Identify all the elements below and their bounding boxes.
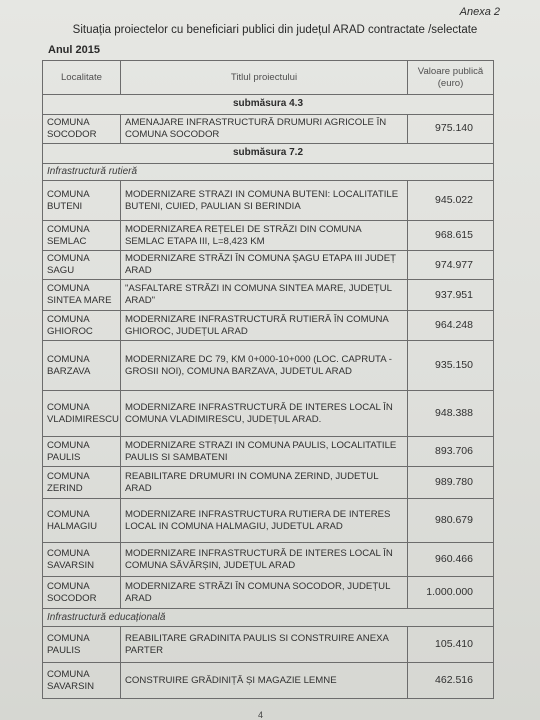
value-cell: 968.615 (408, 221, 494, 251)
table-row (43, 115, 494, 144)
locality-cell: COMUNA SOCODOR (43, 115, 121, 144)
title-cell: REABILITARE DRUMURI IN COMUNA ZERIND, JUDETUL ARAD (121, 467, 408, 499)
submeasure-7-2-heading: submăsura 7.2 (43, 143, 494, 163)
value-cell: 975.140 (408, 115, 494, 144)
title-cell: MODERNIZARE STRĂZI ÎN COMUNA SOCODOR, JUDEȚUL ARAD (121, 577, 408, 609)
locality-cell: COMUNA SINTEA MARE (43, 280, 121, 311)
value-cell: 964.248 (408, 311, 494, 341)
table-header-row (43, 61, 494, 95)
table-row (43, 280, 494, 311)
locality-cell: COMUNA PAULIS (43, 437, 121, 467)
table-row (43, 499, 494, 543)
locality-cell: COMUNA BARZAVA (43, 341, 121, 391)
title-cell: AMENAJARE INFRASTRUCTURĂ DRUMURI AGRICOLE ÎN COMUNA SOCODOR (121, 115, 408, 144)
table-row (43, 251, 494, 280)
value-cell: 937.951 (408, 280, 494, 311)
projects-table (42, 60, 494, 699)
title-cell: "ASFALTARE STRĂZI IN COMUNA SINTEA MARE, JUDEȚUL ARAD" (121, 280, 408, 311)
title-cell: MODERNIZARE STRĂZI ÎN COMUNA ŞAGU ETAPA III JUDEȚ ARAD (121, 251, 408, 280)
title-cell: MODERNIZARE INFRASTRUCTURĂ DE INTERES LOCAL ÎN COMUNA VLADIMIRESCU, JUDEȚUL ARAD. (121, 391, 408, 437)
table-row (43, 663, 494, 699)
locality-cell: COMUNA HALMAGIU (43, 499, 121, 543)
table-row (43, 437, 494, 467)
document-title: Situația proiectelor cu beneficiari publici din județul ARAD contractate /selectate (72, 24, 478, 36)
submeasure-4-3-heading: submăsura 4.3 (43, 95, 494, 115)
section-row-4-3 (43, 95, 494, 115)
annex-label: Anexa 2 (459, 6, 500, 18)
title-cell: MODERNIZARE DC 79, KM 0+000-10+000 (LOC. CAPRUTA - GROSII NOI), COMUNA BARZAVA, JUDETUL ARAD (121, 341, 408, 391)
table-row (43, 467, 494, 499)
table-row (43, 391, 494, 437)
value-cell: 893.706 (408, 437, 494, 467)
title-cell: MODERNIZARE INFRASTRUCTURĂ RUTIERĂ ÎN COMUNA GHIOROC, JUDEȚUL ARAD (121, 311, 408, 341)
category-row-education (43, 609, 494, 627)
category-roads-label: Infrastructură rutieră (43, 163, 494, 181)
locality-cell: COMUNA VLADIMIRESCU (43, 391, 121, 437)
table-row (43, 577, 494, 609)
title-cell: MODERNIZARE STRAZI IN COMUNA PAULIS, LOCALITATILE PAULIS SI SAMBATENI (121, 437, 408, 467)
value-cell: 935.150 (408, 341, 494, 391)
section-row-7-2 (43, 143, 494, 163)
title-cell: REABILITARE GRADINITA PAULIS SI CONSTRUIRE ANEXA PARTER (121, 627, 408, 663)
table-row (43, 311, 494, 341)
column-header-value: Valoare publică (euro) (408, 61, 494, 95)
title-cell: MODERNIZARE STRAZI IN COMUNA BUTENI: LOCALITATILE BUTENI, CUIED, PAULIAN SI BERINDIA (121, 181, 408, 221)
title-cell: MODERNIZARE INFRASTRUCTURA RUTIERA DE INTERES LOCAL IN COMUNA HALMAGIU, JUDETUL ARAD (121, 499, 408, 543)
locality-cell: COMUNA SAVARSIN (43, 663, 121, 699)
table-row (43, 627, 494, 663)
year-label: Anul 2015 (48, 44, 100, 56)
table-row (43, 341, 494, 391)
locality-cell: COMUNA PAULIS (43, 627, 121, 663)
title-cell: MODERNIZARE INFRASTRUCTURĂ DE INTERES LOCAL ÎN COMUNA SĂVÂRȘIN, JUDEȚUL ARAD (121, 543, 408, 577)
table-row (43, 543, 494, 577)
value-cell: 945.022 (408, 181, 494, 221)
column-header-locality: Localitate (43, 61, 121, 95)
title-cell: CONSTRUIRE GRĂDINIȚĂ ȘI MAGAZIE LEMNE (121, 663, 408, 699)
value-cell: 960.466 (408, 543, 494, 577)
locality-cell: COMUNA SAVARSIN (43, 543, 121, 577)
locality-cell: COMUNA SAGU (43, 251, 121, 280)
value-cell: 1.000.000 (408, 577, 494, 609)
value-cell: 989.780 (408, 467, 494, 499)
page-number: 4 (258, 710, 264, 720)
category-education-label: Infrastructură educațională (43, 609, 494, 627)
value-cell: 974.977 (408, 251, 494, 280)
value-cell: 948.388 (408, 391, 494, 437)
table-row (43, 181, 494, 221)
category-row-roads (43, 163, 494, 181)
value-cell: 105.410 (408, 627, 494, 663)
value-cell: 980.679 (408, 499, 494, 543)
locality-cell: COMUNA ZERIND (43, 467, 121, 499)
title-cell: MODERNIZAREA REȚELEI DE STRĂZI DIN COMUNA SEMLAC ETAPA III, L=8,423 KM (121, 221, 408, 251)
locality-cell: COMUNA BUTENI (43, 181, 121, 221)
column-header-title: Titlul proiectului (121, 61, 408, 95)
value-cell: 462.516 (408, 663, 494, 699)
table-row (43, 221, 494, 251)
locality-cell: COMUNA SEMLAC (43, 221, 121, 251)
locality-cell: COMUNA SOCODOR (43, 577, 121, 609)
locality-cell: COMUNA GHIOROC (43, 311, 121, 341)
